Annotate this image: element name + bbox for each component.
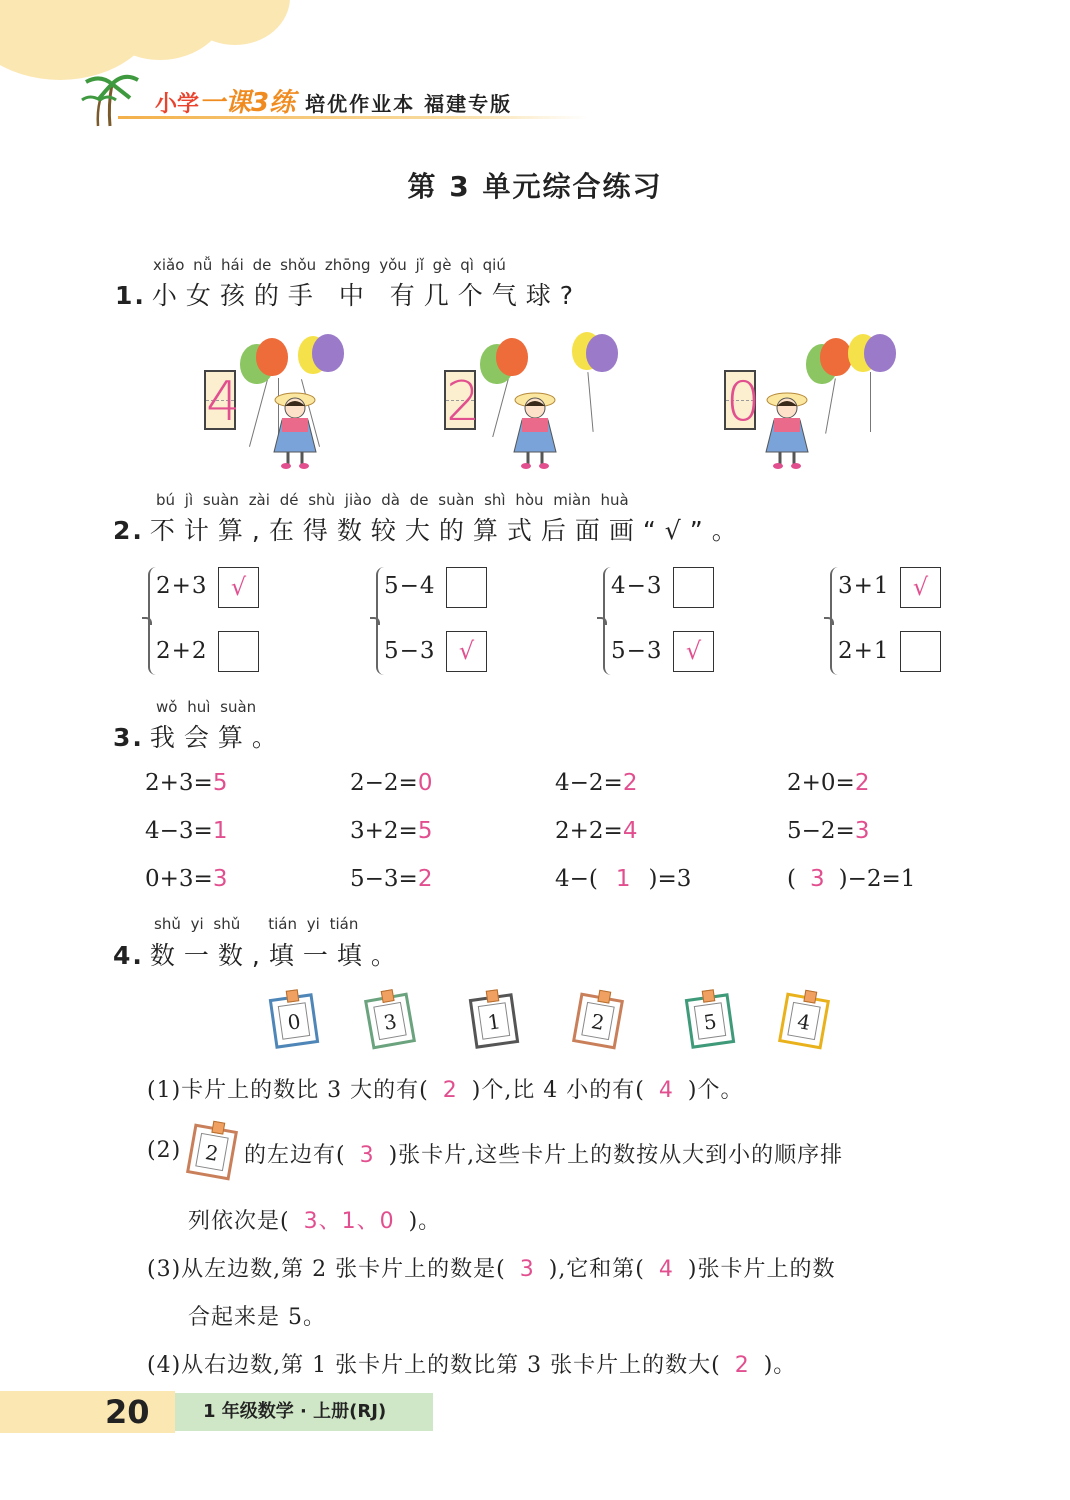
answer-value: 5 (212, 770, 228, 796)
equation: 2+0=2 (787, 770, 870, 796)
check-box[interactable] (218, 631, 259, 672)
page-title: 第 3 单元综合练习 (407, 170, 663, 203)
compare-group-1 (148, 565, 298, 680)
answer-box (724, 370, 761, 433)
q1-group-3 (720, 330, 910, 470)
q3-question (113, 718, 286, 754)
answer-value: 3 (519, 1257, 535, 1282)
equation: 5−2=3 (787, 818, 870, 844)
answer-box (204, 370, 241, 433)
check-box[interactable]: √ (900, 567, 941, 608)
girl-icon (268, 388, 322, 470)
expression: 5−3 (384, 638, 436, 664)
girl-icon (760, 388, 814, 470)
expression: 5−3 (611, 638, 663, 664)
check-box[interactable]: √ (218, 567, 259, 608)
q4-sub-1: (1)卡片上的数比 3 大的有( 2 )个,比 4 小的有( 4 )个。 (147, 1078, 744, 1103)
expression: 3+1 (838, 573, 890, 599)
q3-number: 3. (113, 723, 144, 752)
number-card: 3 (364, 993, 416, 1050)
equation: 4−3=1 (145, 818, 228, 844)
q3-pinyin: wǒ huì suàn (156, 698, 257, 716)
balloon-icon (496, 338, 528, 376)
expression: 4−3 (611, 573, 663, 599)
q4-question (113, 936, 405, 972)
brand-series: 一课3练 (199, 88, 296, 118)
book-label: 1 年级数学 · 上册(RJ) (175, 1393, 433, 1431)
answer-value: 2 (622, 770, 638, 796)
number-card: 5 (685, 993, 736, 1049)
q1-group-1 (200, 330, 360, 470)
answer-value: 2 (417, 866, 433, 892)
check-box[interactable] (673, 567, 714, 608)
expression: 2+2 (156, 638, 208, 664)
q4-text: 数一数,填一填。 (149, 941, 405, 970)
equation: 5−3=2 (350, 866, 433, 892)
check-box[interactable] (900, 631, 941, 672)
palm-tree-icon (80, 70, 140, 128)
number-card: 2 (186, 1124, 238, 1181)
equation: 3+2=5 (350, 818, 433, 844)
answer-value: 1 (212, 818, 228, 844)
q2-number: 2. (113, 516, 144, 545)
q4-sub-2-cont: 列依次是( 3、1、0 )。 (188, 1209, 442, 1234)
answer-value: 2 (734, 1353, 750, 1378)
answer-value: 3 (854, 818, 870, 844)
brand-primary: 小学 (155, 92, 200, 117)
brand-subtitle: 培优作业本 福建专版 (305, 92, 513, 116)
expression: 5−4 (384, 573, 436, 599)
page-number: 20 (105, 1393, 150, 1431)
brand-header (80, 70, 570, 130)
q1-question (115, 276, 582, 312)
q4-sub-2: (2) (147, 1138, 182, 1163)
answer-value: 2 (446, 370, 481, 433)
expression: 2+3 (156, 573, 208, 599)
q1-pinyin: xiǎo nǚ hái de shǒu zhōng yǒu jǐ gè qì qiú (153, 256, 506, 274)
check-box[interactable]: √ (446, 631, 487, 672)
answer-value: 0 (417, 770, 433, 796)
balloon-icon (864, 334, 896, 372)
equation: 4−2=2 (555, 770, 638, 796)
answer-value: 1 (615, 866, 631, 892)
q3-text: 我会算。 (149, 723, 286, 752)
answer-value: 3 (212, 866, 228, 892)
brand-title (155, 82, 512, 119)
equation: ( 3 )−2=1 (787, 866, 916, 892)
answer-box (444, 370, 481, 433)
answer-value: 4 (622, 818, 638, 844)
answer-value: 3、1、0 (303, 1209, 395, 1234)
compare-group-3 (603, 565, 753, 680)
answer-value: 4 (206, 370, 241, 433)
q4-number: 4. (113, 941, 144, 970)
q2-question (113, 511, 746, 547)
equation: 0+3=3 (145, 866, 228, 892)
check-box[interactable] (446, 567, 487, 608)
compare-group-2 (376, 565, 526, 680)
expression: 2+1 (838, 638, 890, 664)
q4-sub-3-cont: 合起来是 5。 (188, 1305, 326, 1330)
q2-pinyin: bú jì suàn zài dé shù jiào dà de suàn shì hòu miàn huà (156, 491, 629, 509)
page-number-badge (0, 1391, 175, 1433)
compare-group-4 (830, 565, 980, 680)
q4-pinyin: shǔ yi shǔ tián yi tián (154, 915, 359, 933)
q4-sub-4: (4)从右边数,第 1 张卡片上的数比第 3 张卡片上的数大( 2 )。 (147, 1353, 797, 1378)
equation: 2+3=5 (145, 770, 228, 796)
answer-value: 5 (417, 818, 433, 844)
answer-value: 4 (658, 1078, 674, 1103)
q4-sub-3: (3)从左边数,第 2 张卡片上的数是( 3 ),它和第( 4 )张卡片上的数 (147, 1257, 836, 1282)
answer-value: 3 (809, 866, 825, 892)
q1-group-2 (440, 330, 600, 470)
equation: 2+2=4 (555, 818, 638, 844)
number-card: 0 (269, 993, 320, 1049)
q1-text: 小女孩的手 中 有几个气球? (151, 281, 583, 310)
answer-value: 3 (359, 1143, 375, 1168)
answer-value: 0 (726, 370, 761, 433)
q1-number: 1. (115, 281, 146, 310)
q4-sub-2-text: 的左边有( 3 )张卡片,这些卡片上的数按从大到小的顺序排 (244, 1143, 844, 1168)
balloon-icon (312, 334, 344, 372)
answer-value: 2 (854, 770, 870, 796)
number-card: 1 (469, 993, 520, 1049)
balloon-icon (586, 334, 618, 372)
balloon-icon (820, 338, 852, 376)
equation: 4−( 1 )=3 (555, 866, 692, 892)
answer-value: 4 (658, 1257, 674, 1282)
q2-text: 不计算,在得数较大的算式后面画“√”。 (149, 516, 746, 545)
balloon-icon (256, 338, 288, 376)
equation: 2−2=0 (350, 770, 433, 796)
answer-value: 2 (442, 1078, 458, 1103)
number-card: 4 (778, 993, 830, 1050)
number-card: 2 (572, 993, 624, 1050)
girl-icon (508, 388, 562, 470)
check-box[interactable]: √ (673, 631, 714, 672)
